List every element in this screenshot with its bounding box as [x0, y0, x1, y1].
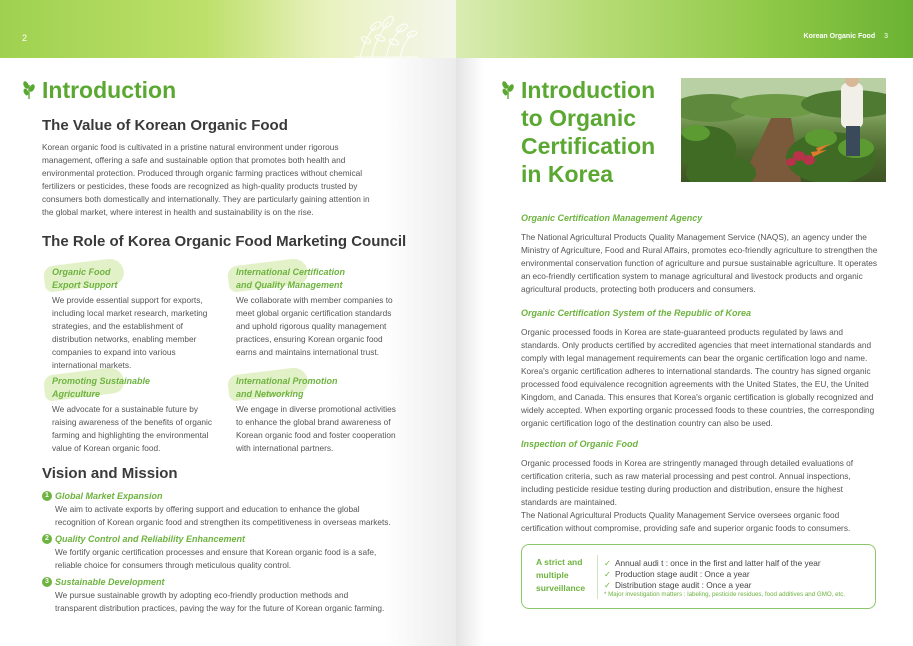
check-icon: ✓ [604, 569, 611, 579]
role-title-line: and Quality Management [236, 280, 343, 290]
paragraph-line: widely accepted. When exporting organic processed foods to these countries, the corresponding [521, 405, 875, 415]
right-page [456, 0, 913, 646]
number-badge: 1 [42, 491, 52, 501]
role-body-line: We engage in diverse promotional activities [236, 404, 396, 414]
vision-title: Global Market Expansion [55, 491, 163, 501]
paragraph-line: the global market, where interest in health and sustainability is on the rise. [42, 207, 314, 217]
title-line: Introduction [521, 77, 656, 103]
role-title-line: International Certification [236, 267, 346, 277]
role-title-line: Promoting Sustainable [52, 376, 151, 386]
audit-item-text: Annual audi t : once in the first and latter half of the year [614, 558, 821, 568]
vision-body [55, 589, 384, 615]
role-title [236, 266, 393, 292]
title-line: to Organic [521, 105, 637, 131]
vision-body-line: reliable choice for consumers through meticulous quality control. [55, 560, 292, 570]
role-body-line: value of Korean organic food. [52, 443, 161, 453]
role-title [52, 375, 212, 401]
role-body [236, 403, 396, 455]
paragraph-line: agricultural products, protecting both producers and consumers. [521, 284, 756, 294]
paragraph-line: Korean organic food is cultivated in a pristine natural environment under rigorous [42, 142, 339, 152]
running-head [804, 33, 888, 40]
audit-item-text: Production stage audit : Once a year [614, 569, 750, 579]
paragraph-line: environmental conservation function of agriculture and pursue sustainable agriculture. It operates [521, 258, 878, 268]
role-title-line: Export Support [52, 280, 118, 290]
label-line: A strict and [536, 557, 583, 567]
paragraph-line: The National Agricultural Products Quality Management Service oversees organic food [521, 510, 840, 520]
vision-body-line: recognition of Korean organic food and strengthen its competitiveness in overseas markets. [55, 517, 391, 527]
vision-heading: Vision and Mission [42, 465, 178, 482]
paragraph-line: Kingdom, and Canada. This ensures that Korea's organic certification is globally recognized and [521, 392, 874, 402]
role-body-line: distribution networks, enabling member [52, 334, 197, 344]
paragraph-line: fertilizers or pesticides, these foods are recognized as high-quality products trusted by [42, 181, 358, 191]
farmer-harvest-photo [681, 78, 886, 182]
page-number: 3 [884, 33, 888, 40]
role-body-line: We provide essential support for exports, [52, 295, 203, 305]
section-heading-inspection: Inspection of Organic Food [521, 439, 638, 449]
page-number: 2 [22, 33, 28, 43]
audit-item-production [604, 569, 750, 579]
section-body-inspection [521, 457, 853, 535]
vision-body [55, 546, 376, 572]
paragraph-line: organic certification logo of the destination country can also be used. [521, 418, 773, 428]
paragraph-line: Organic processed foods in Korea are stringently managed through detailed evaluations of [521, 458, 854, 468]
paragraph-line: Organic processed foods in Korea are state-guaranteed products regulated by laws and [521, 327, 843, 337]
audit-item-annual [604, 558, 821, 568]
audit-item-distribution [604, 580, 751, 590]
paragraph-line: consumers both domestically and internationally. They are particularly gaining attention in [42, 194, 370, 204]
section-heading-system: Organic Certification System of the Republic of Korea [521, 308, 752, 318]
check-icon: ✓ [604, 558, 611, 568]
label-line: multiple [536, 570, 569, 580]
paragraph-line: management, offering a safe and sustainable option that promotes both health and [42, 155, 346, 165]
seedling-illustration-icon [354, 12, 418, 58]
paragraph-line: Ministry of Agriculture, Food and Rural Affairs, promotes eco-friendly agriculture to strengthen the [521, 245, 878, 255]
vision-body-line: transparent distribution practices, paving the way for the future of Korean organic farming. [55, 603, 385, 613]
role-body-line: to enhance the global brand awareness of [236, 417, 391, 427]
paragraph-line: The National Agricultural Products Quality Management Service (NAQS), an agency under the [521, 232, 867, 242]
paragraph-line: environmental protection. Produced through organic farming practices without chemical [42, 168, 363, 178]
role-body-line: meet global organic certification standards [236, 308, 392, 318]
wheat-leaf-icon [22, 79, 36, 99]
paragraph-line: certification without compromise, providing safe and superior organic foods to consumers. [521, 523, 851, 533]
investigation-note: * Major investigation matters : labeling, pesticide residues, food additives and GMO, etc. [604, 591, 846, 598]
vision-body-line: We fortify organic certification processes and ensure that Korean organic food is a safe, [55, 547, 377, 557]
number-badge: 2 [42, 534, 52, 544]
intro-title [42, 76, 176, 104]
section-heading-agency: Organic Certification Management Agency [521, 213, 703, 223]
role-title [236, 375, 396, 401]
role-body-line: practices, ensuring Korean organic food [236, 334, 383, 344]
role-body-line: companies to expand into various [52, 347, 176, 357]
check-icon: ✓ [604, 580, 611, 590]
section-body-system [521, 326, 874, 430]
vision-body-line: We pursue sustainable growth by adopting eco-friendly production methods and [55, 590, 349, 600]
role-body-line: Korean organic food and foster cooperation [236, 430, 396, 440]
wheat-leaf-icon [501, 79, 515, 99]
box-divider [597, 555, 598, 599]
role-body [236, 294, 393, 359]
vision-body [55, 503, 391, 529]
role-heading: The Role of Korea Organic Food Marketing Council [42, 233, 407, 250]
role-sustainable-agriculture [52, 375, 212, 455]
value-heading: The Value of Korean Organic Food [42, 117, 288, 134]
surveillance-label [536, 556, 596, 595]
paragraph-line: comply with legal management requirements can bear the organic certification logo and name. [521, 353, 868, 363]
role-body-line: with international partners. [236, 443, 334, 453]
paragraph-line: processed food equivalence recognition agreements with the United States, the EU, the United [521, 379, 869, 389]
value-paragraph [42, 141, 370, 219]
label-line: surveillance [536, 583, 586, 593]
paragraph-line: certification criteria, such as raw material processing and pest control. Annual inspections, [521, 471, 851, 481]
title-line: in Korea [521, 161, 614, 187]
vegetable-field-illustration [681, 78, 886, 182]
running-head-title: Korean Organic Food [803, 33, 876, 40]
role-body [52, 294, 207, 372]
role-body-line: raising awareness of the benefits of organic [52, 417, 213, 427]
paragraph-line: standards. Only products certified by accredited agencies that meet international standards and [521, 340, 872, 350]
role-body-line: We collaborate with member companies to [236, 295, 393, 305]
role-body-line: including local market research, marketing [52, 308, 208, 318]
role-title-line: and Networking [236, 389, 304, 399]
role-body-line: international markets. [52, 360, 132, 370]
paragraph-line: an eco-friendly certification system to manage agricultural and livestock products and organic [521, 271, 863, 281]
surveillance-box [521, 544, 876, 609]
intro-title-text: Introduction [42, 77, 177, 103]
number-badge: 3 [42, 577, 52, 587]
role-title-line: Agriculture [52, 389, 101, 399]
role-body-line: and uphold rigorous quality management [236, 321, 387, 331]
left-page [0, 0, 456, 646]
paragraph-line: standards are maintained. [521, 497, 617, 507]
vision-body-line: We aim to activate exports by offering support and education to enhance the global [55, 504, 360, 514]
role-body-line: earns and maintains international trust. [236, 347, 379, 357]
vision-title: Sustainable Development [55, 577, 165, 587]
role-title-line: Organic Food [52, 267, 111, 277]
audit-item-text: Distribution stage audit : Once a year [614, 580, 752, 590]
role-body-line: We advocate for a sustainable future by [52, 404, 199, 414]
role-title [52, 266, 207, 292]
role-title-line: International Promotion [236, 376, 338, 386]
role-body [52, 403, 212, 455]
role-export-support [52, 266, 207, 372]
certification-title [521, 76, 655, 188]
role-body-line: strategies, and the establishment of [52, 321, 183, 331]
title-line: Certification [521, 133, 656, 159]
header-band [456, 0, 913, 58]
role-promotion-networking [236, 375, 396, 455]
section-body-agency [521, 231, 877, 296]
paragraph-line: Korea's organic certification adheres to international standards. The country has signed organic [521, 366, 871, 376]
paragraph-line: including pesticide residue testing during production and distribution, ensure the highest [521, 484, 843, 494]
role-body-line: farming and highlighting the environmental [52, 430, 209, 440]
role-certification-quality [236, 266, 393, 359]
vision-title: Quality Control and Reliability Enhancement [55, 534, 246, 544]
